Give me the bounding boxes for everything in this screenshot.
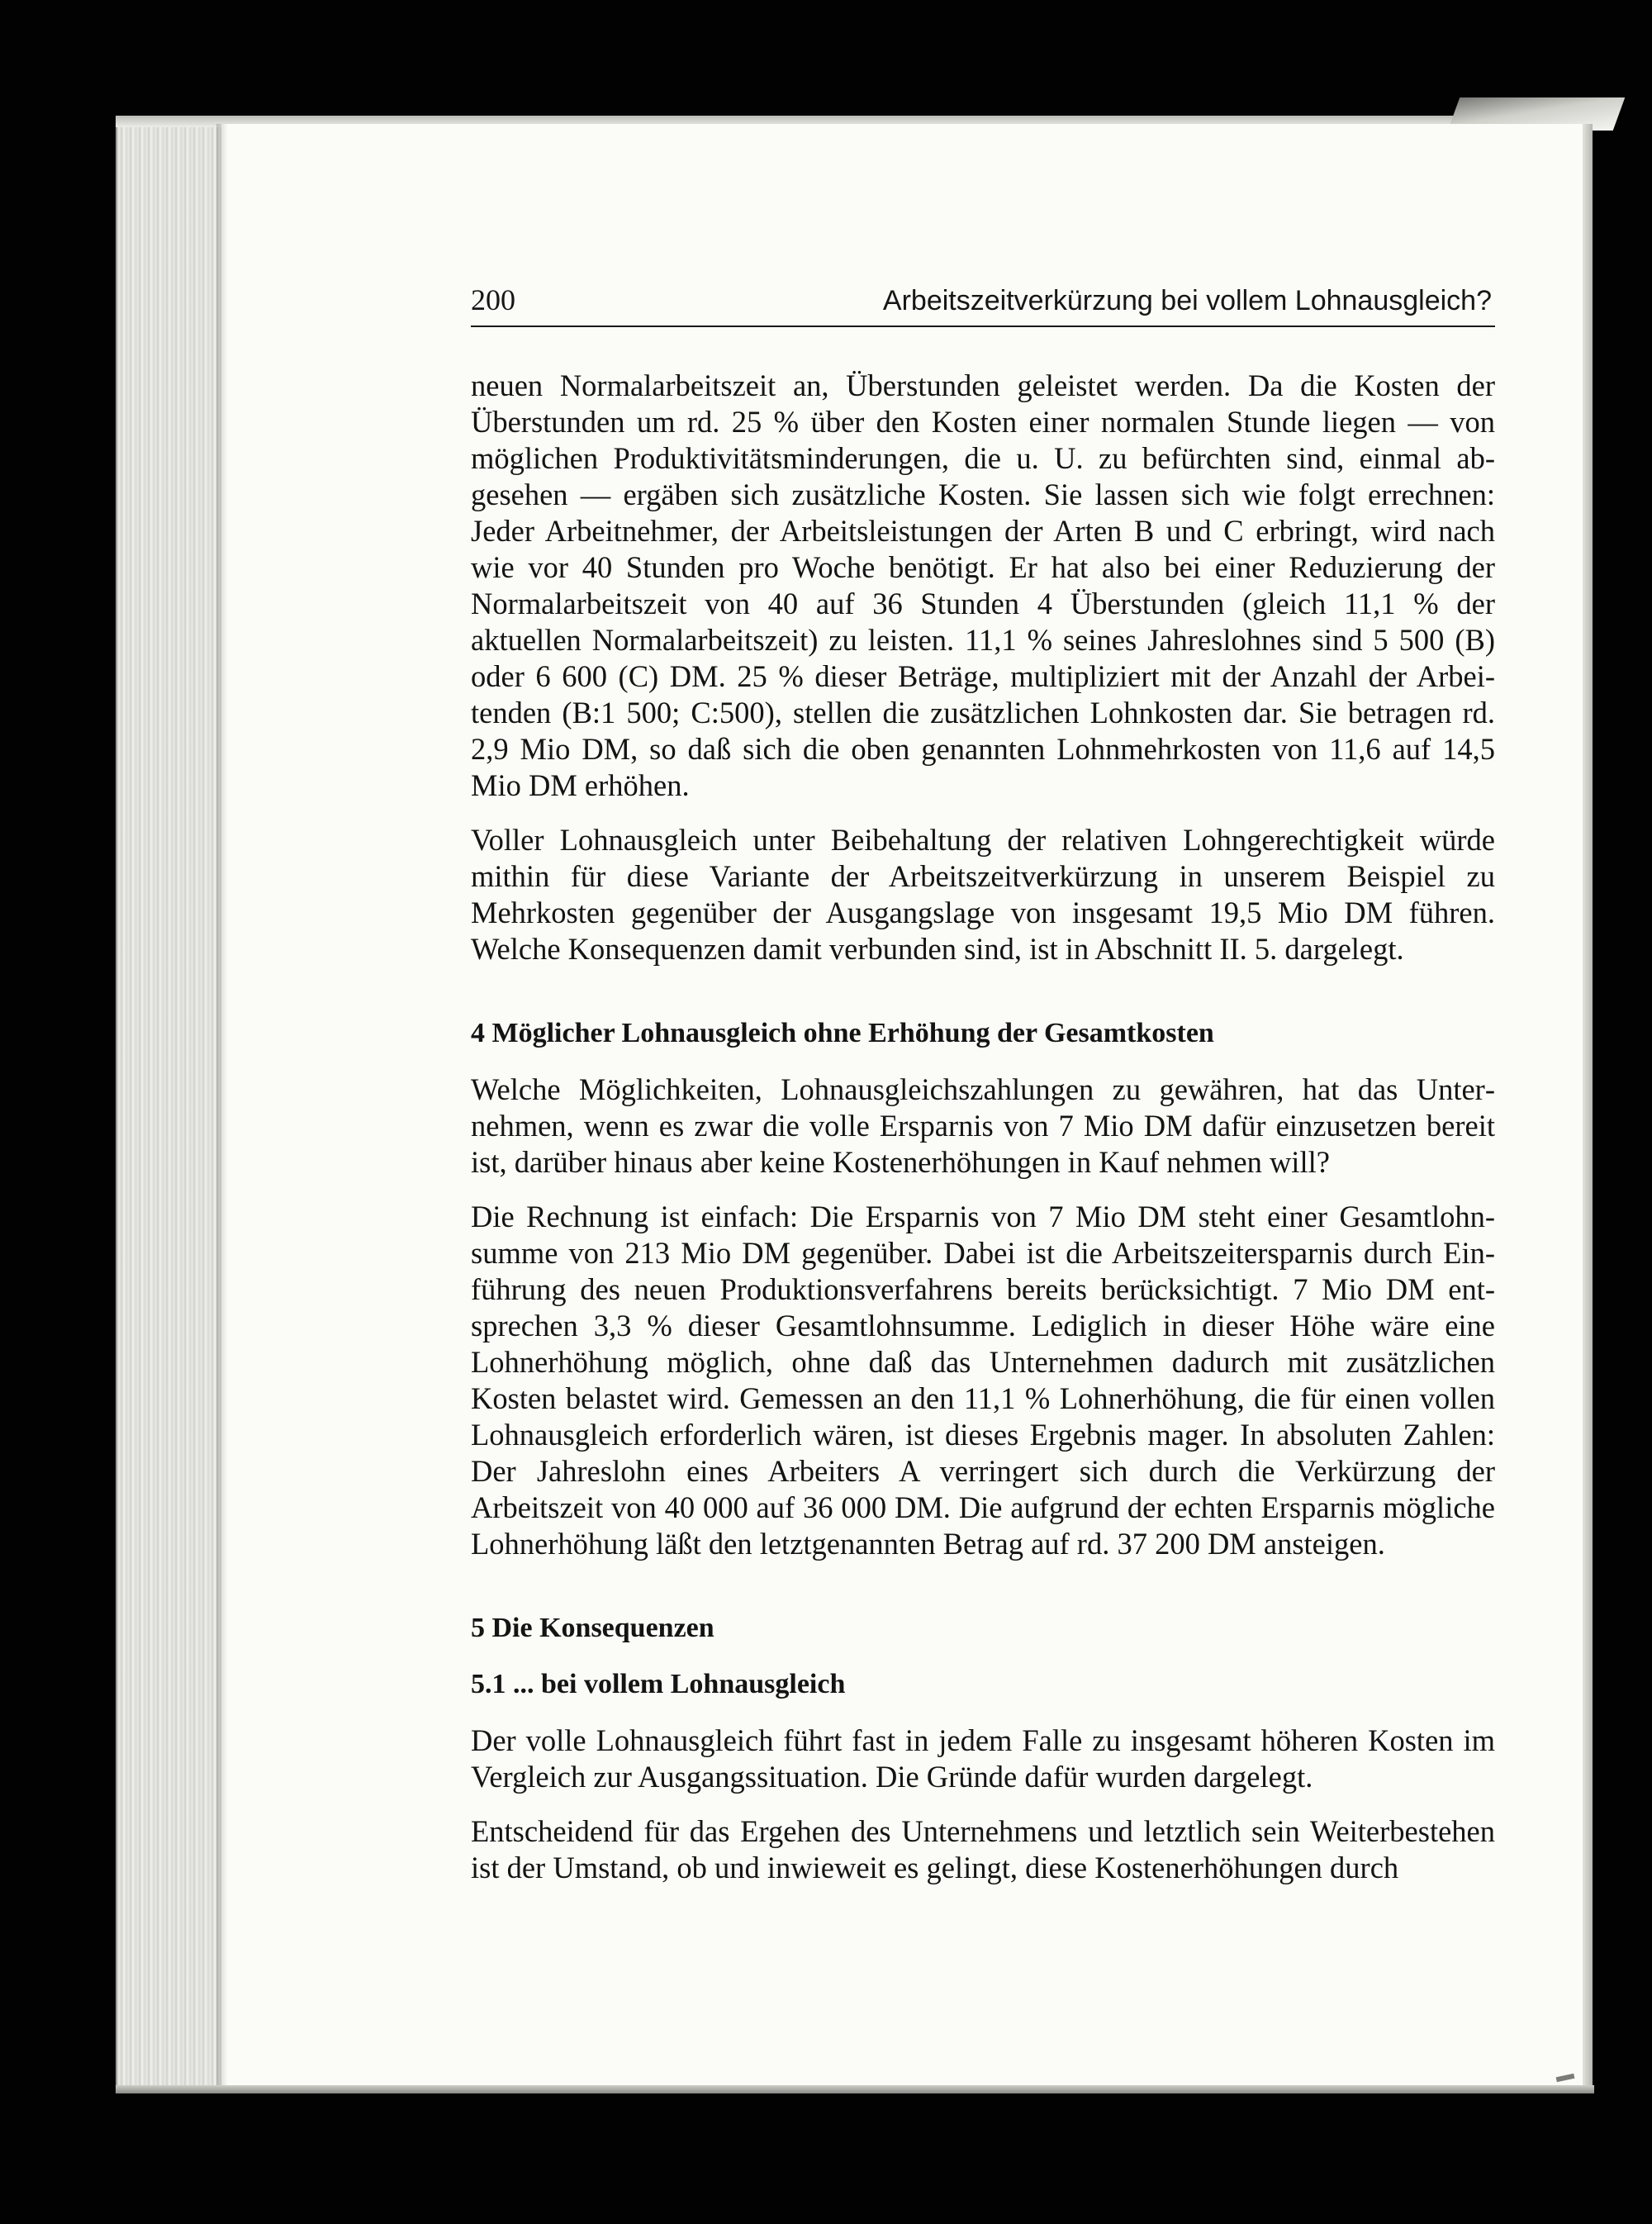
page-edge-stack xyxy=(116,122,225,2089)
right-page-edge xyxy=(1583,124,1593,2089)
running-title: Arbeitszeitverkürzung bei vollem Lohnausgleich? xyxy=(882,285,1492,316)
paragraph-6: Entscheidend für das Ergehen des Unternehmens und letztlich sein Weiterbestehen ist der Umstand, ob und inwieweit es gelingt, diese Kostenerhöhungen durch xyxy=(471,1814,1495,1884)
text-block xyxy=(471,368,1495,1886)
subsection-heading-5-1: 5.1 ... bei vollem Lohnausgleich xyxy=(471,1669,846,1699)
paragraph-4: Die Rechnung ist einfach: Die Ersparnis von 7 Mio DM steht einer Gesamtlohnsumme von 213 Mio DM gegenüber. Dabei ist die Arbeitszeitersparnis durch Einführung des neuen Produktionsverfahrens bereits berücksichtigt. 7 Mio DM entsprechen 3,3 % dieser Gesamtlohnsumme. Lediglich in dieser Höhe wäre eine Lohnerhöhung möglich, ohne daß das Unternehmen dadurch mit zusätzlichen Kosten belastet wird. Gemessen an den 11,1 % Lohnerhöhung, die für einen vollen Lohnausgleich erforderlich wären, ist dieses Ergebnis mager. In absoluten Zahlen: Der Jahreslohn eines Arbeiters A verringert sich durch die Verkürzung der Arbeitszeit von 40 000 auf 36 000 DM. Die aufgrund der echten Ersparnis mögliche Lohnerhöhung läßt den letztgenannten Betrag auf rd. 37 200 DM ansteigen. xyxy=(471,1200,1495,1561)
bottom-page-edge xyxy=(116,2085,1594,2093)
page-number: 200 xyxy=(471,283,515,316)
gutter-shadow xyxy=(216,124,228,2087)
running-header xyxy=(471,273,1495,327)
paragraph-2: Voller Lohnausgleich unter Beibehaltung der relativen Lohngerechtigkeit würde mithin für diese Variante der Arbeitszeitverkürzung in unserem Beispiel zu Mehrkosten gegenüber der Ausgangslage von insgesamt 19,5 Mio DM führen. Welche Konsequenzen damit verbunden sind, ist in Abschnitt II. 5. dargelegt. xyxy=(471,823,1495,966)
paragraph-1: neuen Normalarbeitszeit an, Überstunden geleistet werden. Da die Kosten der Überstunden um rd. 25 % über den Kosten einer normalen Stunde liegen — von möglichen Produktivitätsminderungen, die u. U. zu befürchten sind, einmal abgesehen — ergäben sich zusätzliche Kosten. Sie lassen sich wie folgt errechnen: Jeder Arbeitnehmer, der Arbeitsleistungen der Arten B und C erbringt, wird nach wie vor 40 Stunden pro Woche benötigt. Er hat also bei einer Reduzierung der Normalarbeitszeit von 40 auf 36 Stunden 4 Überstunden (gleich 11,1 % der aktuellen Normalarbeitszeit) zu leisten. 11,1 % seines Jahreslohnes sind 5 500 (B) oder 6 600 (C) DM. 25 % dieser Beträge, multipliziert mit der Anzahl der Arbeitenden (B:1 500; C:500), stellen die zusätzlichen Lohnkosten dar. Sie betragen rd. 2,9 Mio DM, so daß sich die oben genannten Lohnmehrkosten von 11,6 auf 14,5 Mio DM erhöhen. xyxy=(471,368,1495,802)
section-heading-5: 5 Die Konsequenzen xyxy=(471,1613,714,1643)
section-heading-4: 4 Möglicher Lohnausgleich ohne Erhöhung der Gesamtkosten xyxy=(471,1018,1214,1048)
paragraph-5: Der volle Lohnausgleich führt fast in jedem Falle zu insgesamt höheren Kosten im Vergleich zur Ausgangssituation. Die Gründe dafür wurden dargelegt. xyxy=(471,1723,1495,1794)
paragraph-3: Welche Möglichkeiten, Lohnausgleichszahlungen zu gewähren, hat das Unternehmen, wenn es zwar die volle Ersparnis von 7 Mio DM dafür einzusetzen bereit ist, darüber hinaus aber keine Kostenerhöhungen in Kauf nehmen will? xyxy=(471,1072,1495,1179)
